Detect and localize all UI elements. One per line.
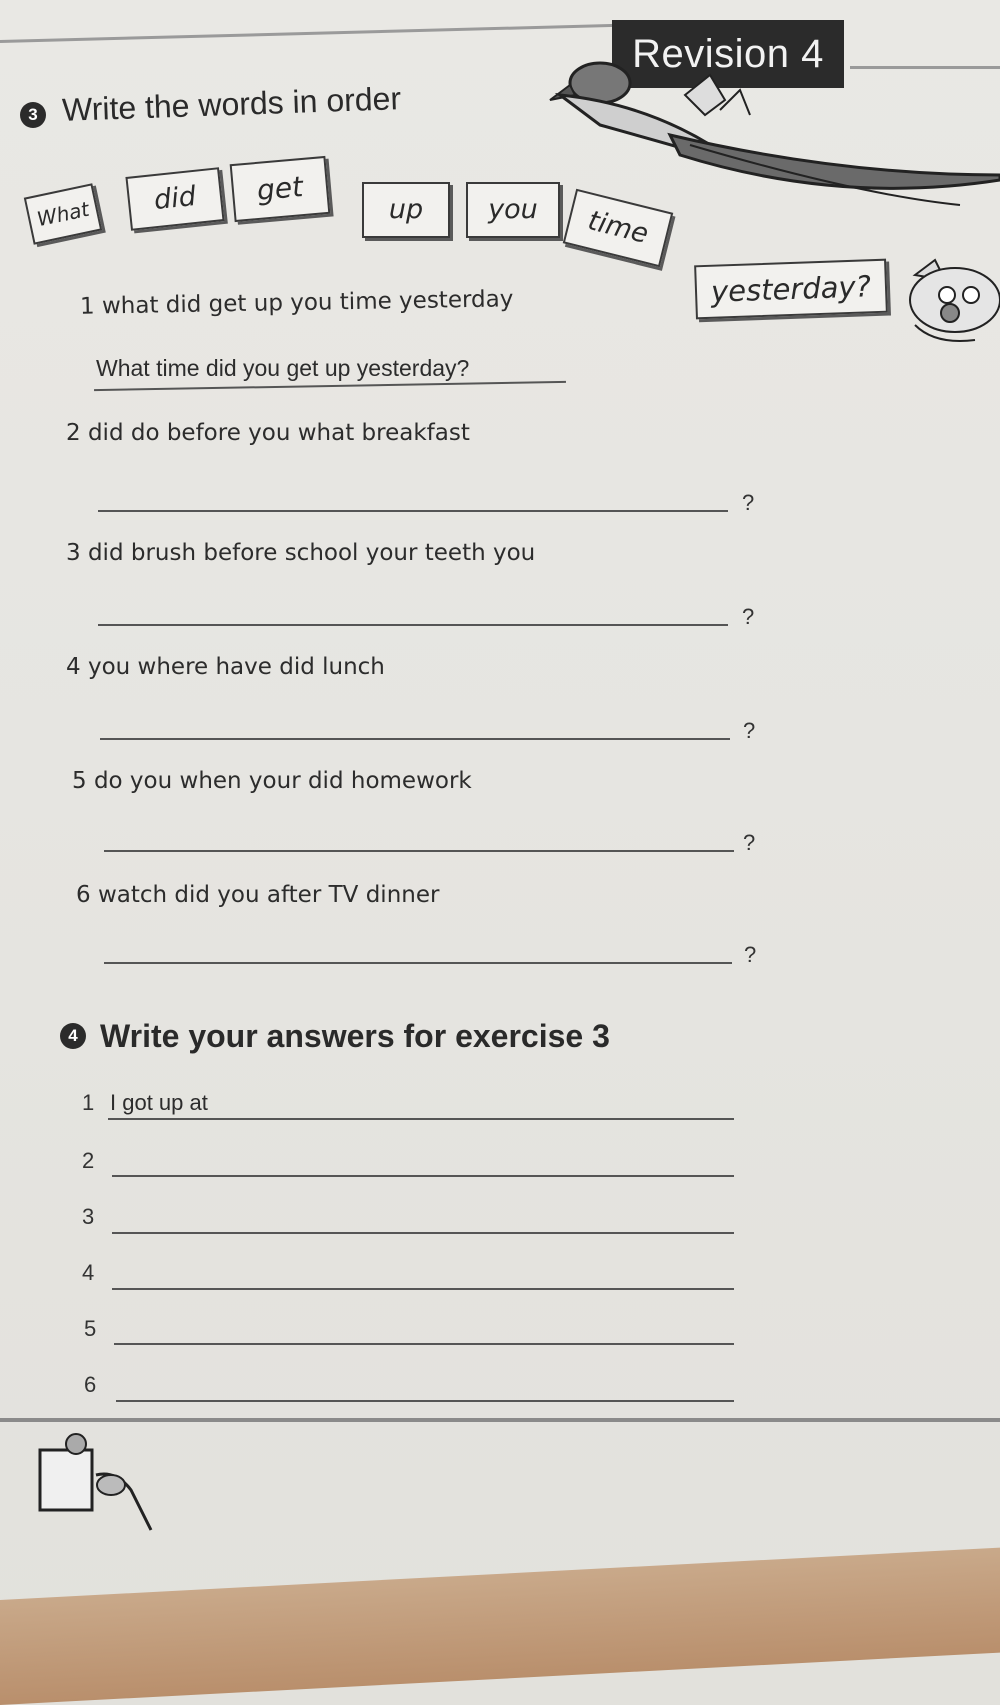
exercise-4-title: Write your answers for exercise 3: [100, 1018, 610, 1054]
answer-6-line[interactable]: [116, 1400, 734, 1402]
exercise-4-number-badge: 4: [60, 1023, 86, 1049]
background-floor: [0, 1548, 1000, 1705]
answer-6-number: 6: [84, 1372, 97, 1397]
item-1-scrambled: [80, 286, 514, 320]
item-4-answer-line[interactable]: [100, 738, 730, 740]
answer-2-line[interactable]: [112, 1175, 734, 1177]
answer-5-line[interactable]: [114, 1343, 734, 1345]
item-3-scrambled: [66, 540, 535, 566]
exercise-3-title: Write the words in order: [61, 80, 402, 128]
item-5-words: do you when your did homework: [93, 768, 472, 794]
item-6-number: 6: [76, 882, 91, 908]
exercise-3-number: 3: [20, 102, 46, 128]
cat-illustration: [895, 255, 1000, 355]
item-2-answer-line[interactable]: [98, 510, 728, 512]
answer-4-number: 4: [82, 1260, 95, 1285]
item-5-answer-line[interactable]: [104, 850, 734, 852]
answer-1-text: I got up at: [110, 1090, 208, 1115]
writing-parrot-icon: [36, 1430, 156, 1540]
answer-4-line[interactable]: [112, 1288, 734, 1290]
word-tile-up: up: [362, 182, 450, 238]
item-2-scrambled: [66, 420, 470, 446]
item-5-scrambled: [72, 768, 472, 794]
answer-3-number: 3: [82, 1204, 95, 1229]
item-1-words: what did get up you time yesterday: [101, 286, 514, 320]
item-4-question-mark: ?: [743, 718, 756, 743]
item-6-scrambled: [76, 882, 439, 908]
item-6-answer-line[interactable]: [104, 962, 732, 964]
item-4-number: 4: [66, 654, 81, 680]
item-1-number: 1: [79, 293, 95, 320]
item-6-words: watch did you after TV dinner: [97, 882, 440, 908]
item-2-words: did do before you what breakfast: [87, 420, 470, 446]
item-5-question-mark: ?: [743, 830, 756, 855]
answer-1-number: 1: [82, 1090, 95, 1115]
bottom-divider: [0, 1418, 1000, 1422]
answer-2-number: 2: [82, 1148, 95, 1173]
word-tile-what: What: [24, 183, 102, 245]
word-tile-yesterday: yesterday?: [694, 259, 888, 320]
answer-3-line[interactable]: [112, 1232, 734, 1234]
item-2-question-mark: ?: [742, 490, 755, 515]
item-2-number: 2: [66, 420, 81, 446]
item-3-question-mark: ?: [742, 604, 755, 629]
revision-badge: Revision 4: [612, 20, 844, 88]
item-1-answer-line: [94, 381, 566, 391]
word-tile-get: get: [230, 156, 331, 222]
parrot-illustration: [540, 55, 1000, 215]
word-tile-did: did: [125, 167, 224, 231]
word-tile-you: you: [466, 182, 560, 238]
answer-1-line[interactable]: [108, 1118, 734, 1120]
item-3-answer-line[interactable]: [98, 624, 728, 626]
top-divider: [0, 24, 620, 43]
item-4-words: you where have did lunch: [87, 654, 385, 680]
answer-5-number: 5: [84, 1316, 97, 1341]
word-tile-time: time: [563, 189, 674, 268]
item-5-number: 5: [72, 768, 87, 794]
item-1-model-answer: What time did you get up yesterday?: [96, 355, 470, 381]
item-3-words: did brush before school your teeth you: [87, 540, 536, 566]
item-4-scrambled: [66, 654, 385, 680]
item-6-question-mark: ?: [744, 942, 757, 967]
item-3-number: 3: [66, 540, 81, 566]
